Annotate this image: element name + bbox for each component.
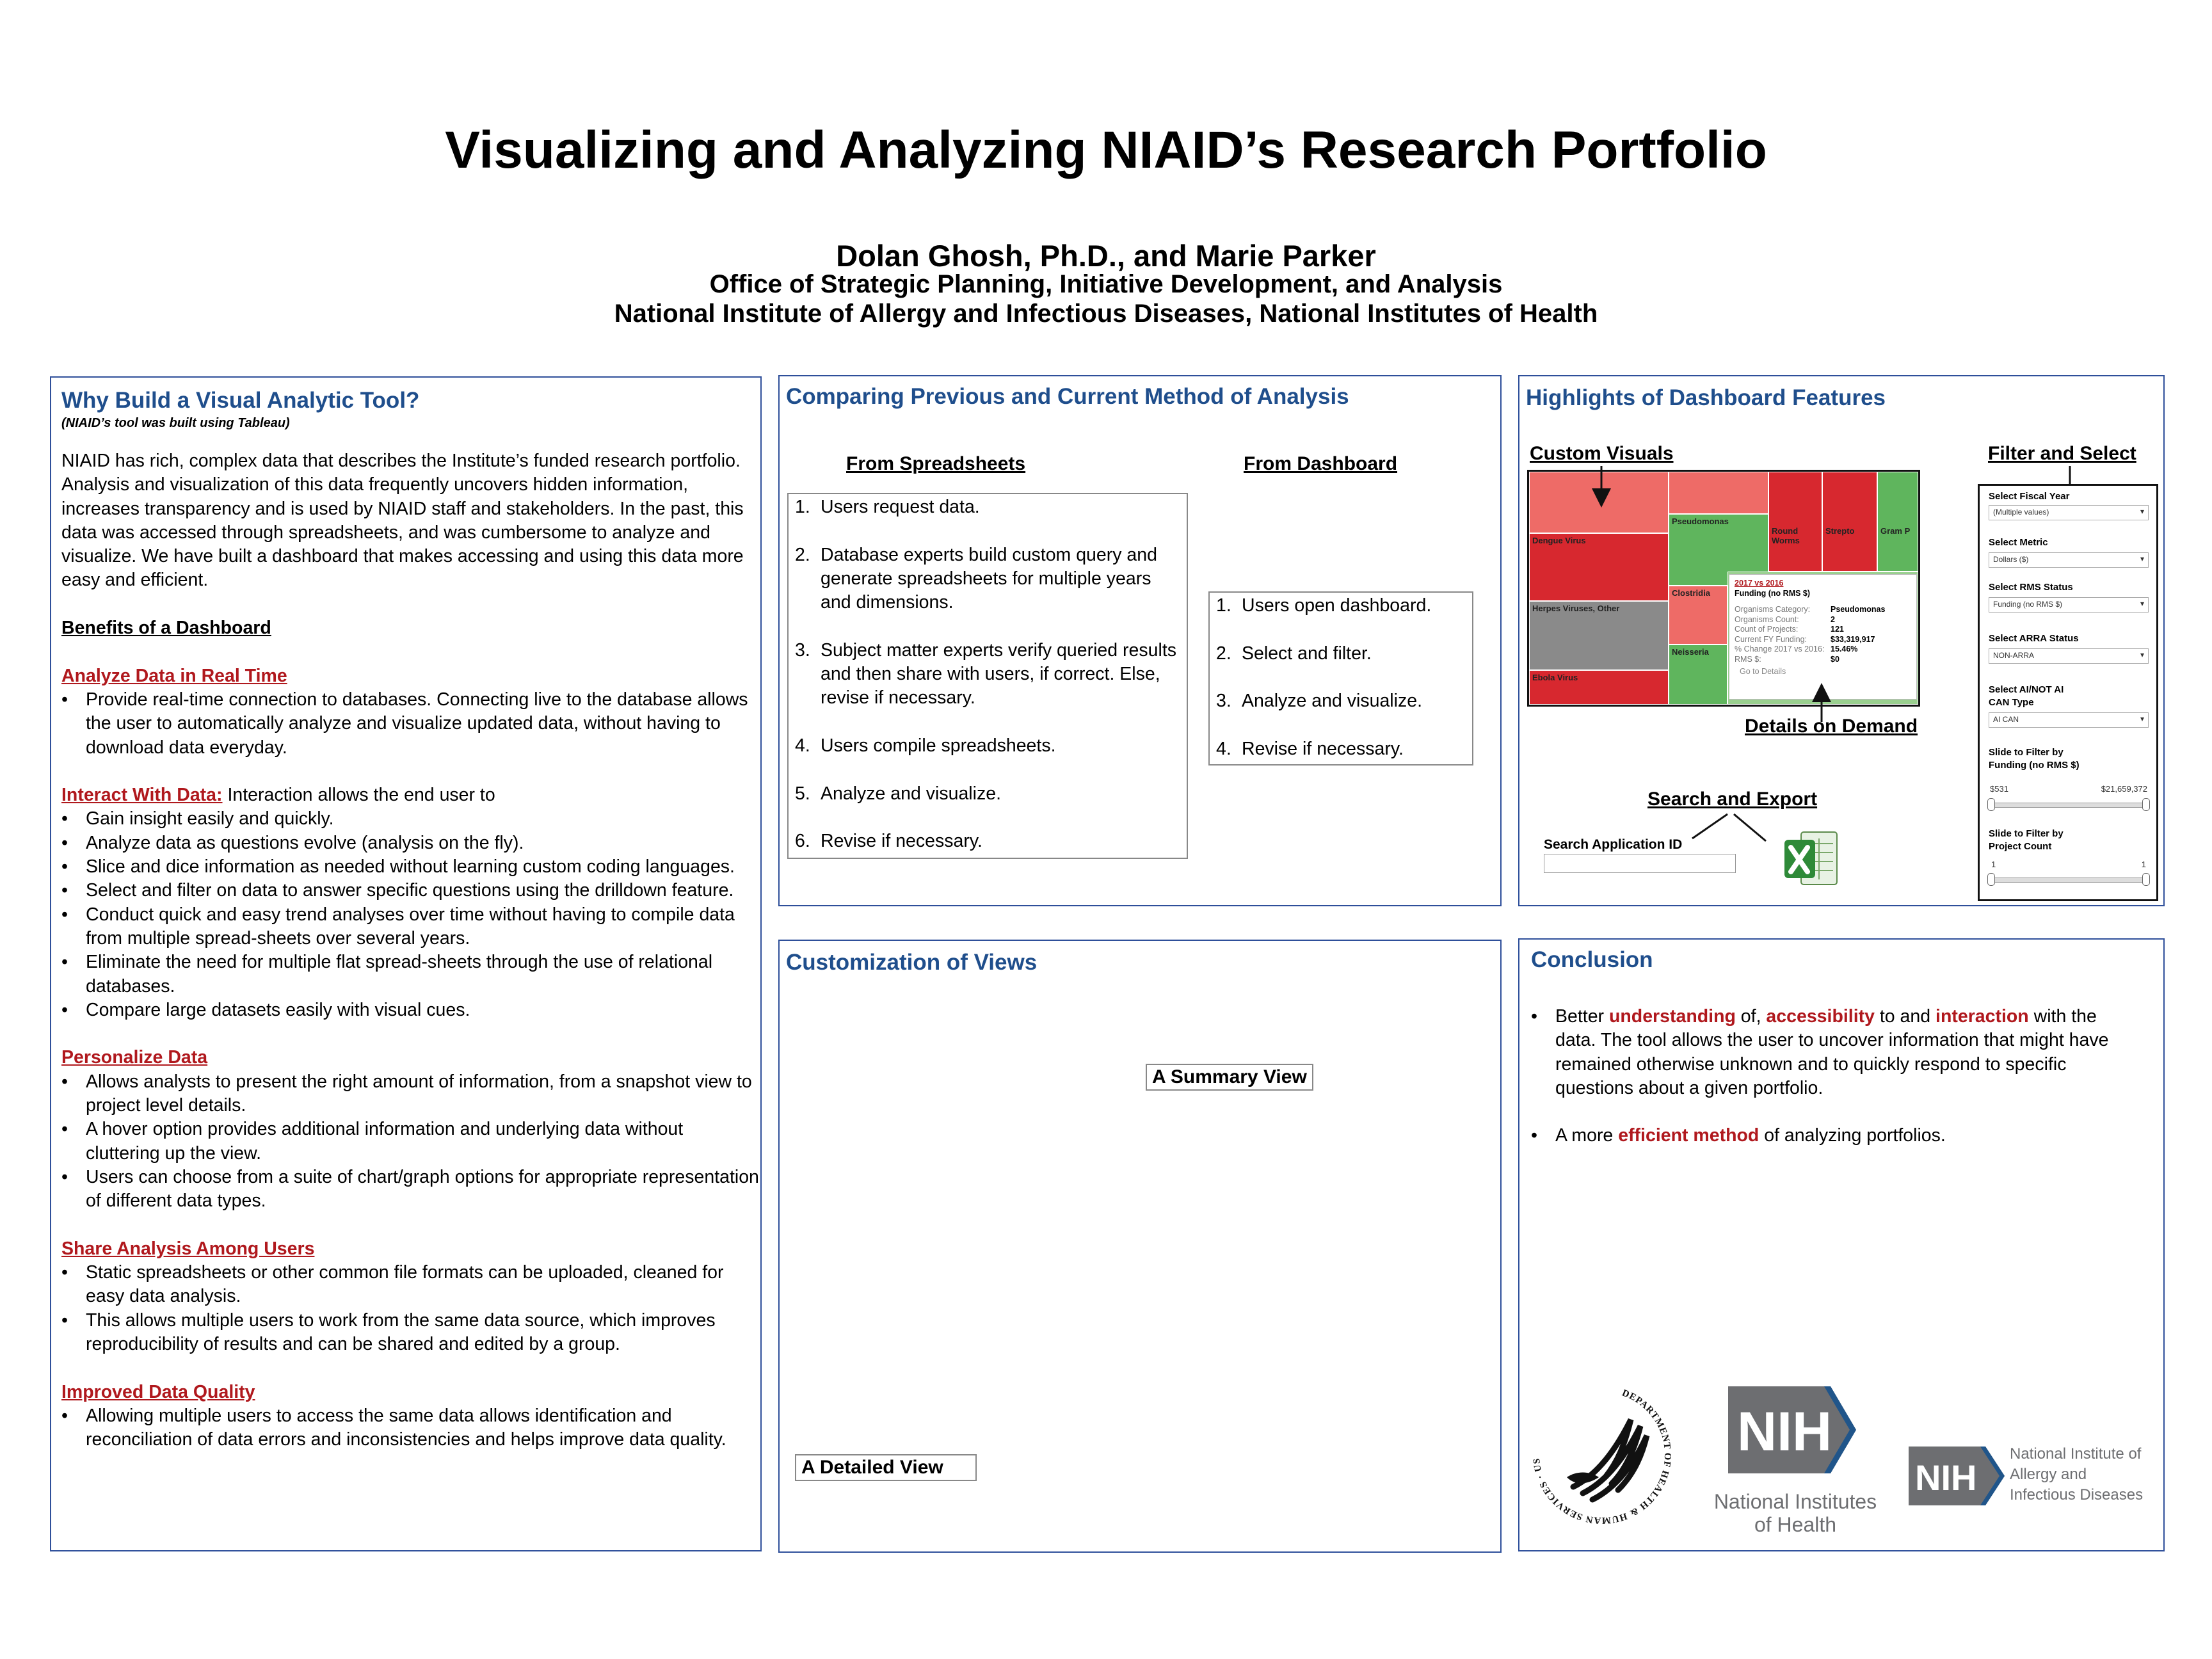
spacer	[795, 519, 1180, 543]
step-item	[795, 830, 1180, 853]
why-intro: NIAID has rich, complex data that describes the Institute’s funded research portfolio. Analysis and visualization of this data frequently uncovers hidden information, increases transparency and is used by NIAID staff and stakeholders. In the past, this data was accessed through spreadsheets, and was cumbersome to analyze and visualize. We have built a dashboard that makes accessing and using this data more easy and efficient.	[61, 451, 744, 591]
treemap-label: Neisseria	[1672, 647, 1709, 657]
benefit-bullet: • Gain insight easily and quickly.	[61, 807, 759, 831]
benefit-heading-text: Analyze Data in Real Time	[61, 665, 287, 686]
tooltip-value: Pseudomonas	[1831, 605, 1886, 614]
from-spreadsheets-label: From Spreadsheets	[846, 453, 1026, 474]
step-text: Users open dashboard.	[1242, 595, 1432, 616]
emphasis: efficient method	[1618, 1125, 1759, 1146]
text: Better	[1555, 1006, 1609, 1027]
step-item	[1216, 642, 1466, 666]
treemap-label: Strepto	[1825, 526, 1855, 536]
benefit-bullet: • Users can choose from a suite of chart/graph options for appropriate representation of different data types.	[61, 1166, 759, 1214]
step-item	[1216, 689, 1466, 713]
rms-status-dropdown[interactable]: Funding (no RMS $) ▾	[1989, 597, 2149, 613]
text: to and	[1874, 1006, 1936, 1027]
count-slider-label-2: Project Count	[1989, 841, 2052, 852]
treemap-label: Round Worms	[1772, 526, 1800, 545]
search-application-label: Search Application ID	[1544, 837, 1683, 852]
spacer	[795, 614, 1180, 638]
benefit-bullet: • Analyze data as questions evolve (analysis on the fly).	[61, 831, 759, 855]
count-slider-max-handle[interactable]	[2142, 873, 2150, 886]
compare-panel	[778, 375, 1502, 906]
tooltip-key: Organisms Count:	[1735, 614, 1799, 624]
benefit-heading	[61, 783, 759, 807]
compare-title: Comparing Previous and Current Method of Analysis	[786, 384, 1349, 409]
benefit-heading-text: Personalize Data	[61, 1047, 208, 1068]
benefit-heading-text: Interact With Data:	[61, 785, 223, 806]
tooltip-key: Count of Projects:	[1735, 625, 1799, 634]
funding-slider-max-handle[interactable]	[2142, 798, 2150, 811]
tooltip-value: 2	[1831, 614, 1835, 624]
step-number: 1.	[795, 497, 810, 517]
spacer	[1216, 713, 1466, 737]
affiliation-institute: National Institute of Allergy and Infectious Diseases, National Institutes of Health	[614, 300, 1598, 328]
arra-status-label: Select ARRA Status	[1989, 633, 2079, 644]
tooltip-subtitle: Funding (no RMS $)	[1735, 588, 1811, 598]
fiscal-year-dropdown[interactable]: (Multiple values) ▾	[1989, 505, 2149, 520]
why-title: Why Build a Visual Analytic Tool?	[61, 388, 420, 413]
count-max: 1	[2141, 860, 2146, 869]
tooltip-key: Current FY Funding:	[1735, 634, 1807, 644]
dashboard-steps-box	[1208, 591, 1473, 765]
step-item	[1216, 594, 1466, 618]
search-arrow-right	[1734, 814, 1766, 841]
conclusion-bullet	[1531, 1005, 2133, 1100]
fiscal-year-label: Select Fiscal Year	[1989, 491, 2070, 502]
treemap-label: Herpes Viruses, Other	[1532, 604, 1620, 613]
niaid-name-line2: Allergy and	[2010, 1466, 2087, 1483]
nih-logo	[1728, 1386, 1856, 1473]
treemap-label: Ebola Virus	[1532, 673, 1578, 682]
search-export-label: Search and Export	[1647, 789, 1818, 810]
step-text: Analyze and visualize.	[821, 783, 1001, 804]
hhs-ring-text: DEPARTMENT OF HEALTH & HUMAN SERVICES · US	[1532, 1388, 1673, 1526]
funding-max: $21,659,372	[2101, 784, 2147, 794]
benefit-bullet: • Eliminate the need for multiple flat spread-sheets through the use of relational databases.	[61, 950, 759, 998]
why-panel	[50, 376, 762, 1551]
tooltip-title: 2017 vs 2016	[1735, 579, 1784, 588]
ai-label-2: CAN Type	[1989, 697, 2034, 708]
funding-min: $531	[1990, 784, 2008, 794]
why-subtitle: (NIAID’s tool was built using Tableau)	[61, 416, 290, 430]
spacer	[1216, 618, 1466, 641]
step-text: Revise if necessary.	[1242, 738, 1404, 759]
step-number: 5.	[795, 783, 810, 804]
affiliation-office: Office of Strategic Planning, Initiative Development, and Analysis	[709, 270, 1503, 298]
niaid-nih-text: NIH	[1915, 1457, 1977, 1498]
step-text: Database experts build custom query and generate spreadsheets for multiple years and dimensions.	[821, 544, 1157, 613]
tooltip-link[interactable]: Go to Details	[1740, 667, 1786, 676]
benefits-heading: Benefits of a Dashboard	[61, 618, 271, 639]
filter-panel	[1978, 484, 2158, 901]
from-dashboard-label: From Dashboard	[1244, 453, 1398, 474]
step-number: 1.	[1216, 595, 1231, 616]
excel-export-icon[interactable]	[1782, 827, 1841, 888]
treemap-label: Gram P	[1880, 526, 1911, 536]
text: of,	[1735, 1006, 1767, 1027]
ai-can-dropdown[interactable]: AI CAN ▾	[1989, 712, 2149, 728]
nih-name-line2: of Health	[1754, 1513, 1837, 1536]
step-number: 3.	[795, 639, 810, 661]
niaid-name-line1: National Institute of	[2010, 1445, 2142, 1463]
poster-title: Visualizing and Analyzing NIAID’s Research Portfolio	[445, 121, 1767, 179]
svg-text:DEPARTMENT OF HEALTH & HUMAN S	[1528, 1381, 1672, 1525]
highlights-title: Highlights of Dashboard Features	[1526, 385, 1886, 410]
benefit-heading	[61, 1237, 759, 1261]
ai-label-1: Select AI/NOT AI	[1989, 684, 2064, 695]
highlights-panel	[1518, 375, 2165, 906]
emphasis: interaction	[1936, 1006, 2029, 1027]
why-body	[61, 449, 759, 1452]
conclusion-title: Conclusion	[1531, 947, 1653, 972]
step-number: 2.	[1216, 643, 1231, 664]
step-item	[795, 734, 1180, 758]
benefit-sections	[61, 640, 759, 1452]
count-slider-min-handle[interactable]	[1987, 873, 1995, 886]
customization-title: Customization of Views	[786, 950, 1038, 975]
step-text: Select and filter.	[1242, 643, 1372, 664]
search-application-input[interactable]	[1544, 854, 1736, 873]
benefit-heading	[61, 1046, 759, 1070]
rms-status-label: Select RMS Status	[1989, 582, 2073, 593]
emphasis: understanding	[1608, 1006, 1736, 1027]
details-on-demand-label: Details on Demand	[1745, 716, 1918, 737]
step-number: 4.	[795, 735, 810, 756]
benefit-bullet: • A hover option provides additional information and underlying data without cluttering up the view.	[61, 1118, 759, 1166]
arra-status-dropdown[interactable]: NON-ARRA ▾	[1989, 648, 2149, 664]
step-number: 4.	[1216, 738, 1231, 759]
step-text: Users compile spreadsheets.	[821, 735, 1056, 756]
tooltip-key: RMS $:	[1735, 654, 1761, 664]
niaid-nih-badge	[1909, 1447, 2005, 1505]
nih-logo-text: NIH	[1737, 1401, 1832, 1463]
step-item	[795, 543, 1180, 615]
conclusion-panel	[1518, 938, 2165, 1551]
text: of analyzing portfolios.	[1759, 1125, 1946, 1146]
step-number: 3.	[1216, 691, 1231, 712]
treemap-label: Pseudomonas	[1672, 517, 1729, 526]
hhs-logo	[1528, 1381, 1676, 1528]
customization-panel	[778, 940, 1502, 1553]
funding-slider-track[interactable]	[1991, 803, 2146, 808]
emphasis: accessibility	[1766, 1006, 1875, 1027]
spacer	[61, 1022, 759, 1046]
benefit-heading-text: Share Analysis Among Users	[61, 1238, 315, 1259]
spacer	[1216, 666, 1466, 689]
conclusion-body	[1531, 1005, 2133, 1148]
benefit-bullet: • Compare large datasets easily with visual cues.	[61, 998, 759, 1022]
benefit-bullet: • Allows analysts to present the right amount of information, from a snapshot view to project level details.	[61, 1070, 759, 1118]
step-item	[795, 639, 1180, 710]
treemap-label: Dengue Virus	[1532, 536, 1586, 545]
benefit-bullet: • Static spreadsheets or other common file formats can be uploaded, cleaned for easy data analysis.	[61, 1261, 759, 1309]
filter-select-label: Filter and Select	[1988, 443, 2136, 464]
metric-dropdown[interactable]: Dollars ($) ▾	[1989, 552, 2149, 568]
benefit-bullet: • Slice and dice information as needed without learning custom coding languages.	[61, 855, 759, 879]
detailed-view-label: A Detailed View	[795, 1454, 977, 1481]
step-item	[795, 782, 1180, 806]
benefit-heading	[61, 1381, 759, 1404]
count-slider-track[interactable]	[1991, 878, 2146, 883]
spacer	[61, 760, 759, 783]
funding-slider-label-2: Funding (no RMS $)	[1989, 760, 2080, 771]
tooltip-value: $33,319,917	[1831, 634, 1875, 644]
tooltip-value: $0	[1831, 654, 1839, 664]
count-slider-label-1: Slide to Filter by	[1989, 828, 2064, 839]
benefit-bullet: • Select and filter on data to answer specific questions using the drilldown feature.	[61, 879, 759, 902]
benefit-bullet: • Allowing multiple users to access the same data allows identification and reconciliation of data errors and inconsistencies and helps improve data quality.	[61, 1404, 759, 1452]
benefit-heading	[61, 664, 759, 688]
step-text: Users request data.	[821, 497, 980, 517]
step-number: 6.	[795, 831, 810, 852]
nih-name-line1: National Institutes	[1713, 1490, 1877, 1513]
step-text: Subject matter experts verify queried results and then share with users, if correct. Else, revise if necessary.	[821, 639, 1176, 709]
tooltip-value: 15.46%	[1831, 645, 1858, 653]
benefit-heading-lead: Interaction allows the end user to	[222, 785, 495, 806]
spacer	[61, 640, 759, 664]
search-arrow-left	[1692, 814, 1727, 838]
text: A more	[1555, 1125, 1619, 1146]
benefit-bullet: • This allows multiple users to work from the same data source, which improves reproducibility of results and can be shared and edited by a group.	[61, 1309, 759, 1357]
spacer	[795, 806, 1180, 830]
step-item	[1216, 737, 1466, 761]
tooltip-key: % Change 2017 vs 2016:	[1735, 645, 1825, 653]
benefit-heading-text: Improved Data Quality	[61, 1381, 255, 1402]
funding-slider-min-handle[interactable]	[1987, 798, 1995, 811]
count-min: 1	[1991, 860, 1996, 869]
spacer	[61, 1214, 759, 1237]
step-number: 2.	[795, 544, 810, 565]
custom-visuals-label: Custom Visuals	[1530, 443, 1674, 464]
step-text: Revise if necessary.	[821, 831, 982, 852]
step-text: Analyze and visualize.	[1242, 691, 1422, 712]
spreadsheet-steps-box	[787, 493, 1188, 859]
spacer	[795, 758, 1180, 781]
conclusion-bullet	[1531, 1124, 2133, 1148]
text: with the data. The tool allows the user to uncover information that might have remained otherwise unknown and to quickly respond to specific questions about a given portfolio.	[1555, 1006, 2109, 1098]
step-item	[795, 495, 1180, 519]
niaid-name-line3: Infectious Diseases	[2010, 1486, 2144, 1503]
tooltip-value: 121	[1831, 625, 1844, 634]
spacer	[61, 1356, 759, 1380]
spacer	[795, 710, 1180, 734]
benefit-bullet: • Provide real-time connection to databases. Connecting live to the database allows the user to automatically analyze and visualize updated data, without having to download data everyday.	[61, 688, 759, 760]
funding-slider-label-1: Slide to Filter by	[1989, 747, 2064, 758]
summary-view-label: A Summary View	[1146, 1064, 1313, 1091]
metric-label: Select Metric	[1989, 537, 2048, 548]
treemap-label: Clostridia	[1672, 588, 1710, 598]
tooltip-key: Organisms Category:	[1735, 605, 1811, 614]
authors: Dolan Ghosh, Ph.D., and Marie Parker	[836, 239, 1376, 273]
benefit-bullet: • Conduct quick and easy trend analyses over time without having to compile data from multiple spread-sheets over several years.	[61, 903, 759, 951]
